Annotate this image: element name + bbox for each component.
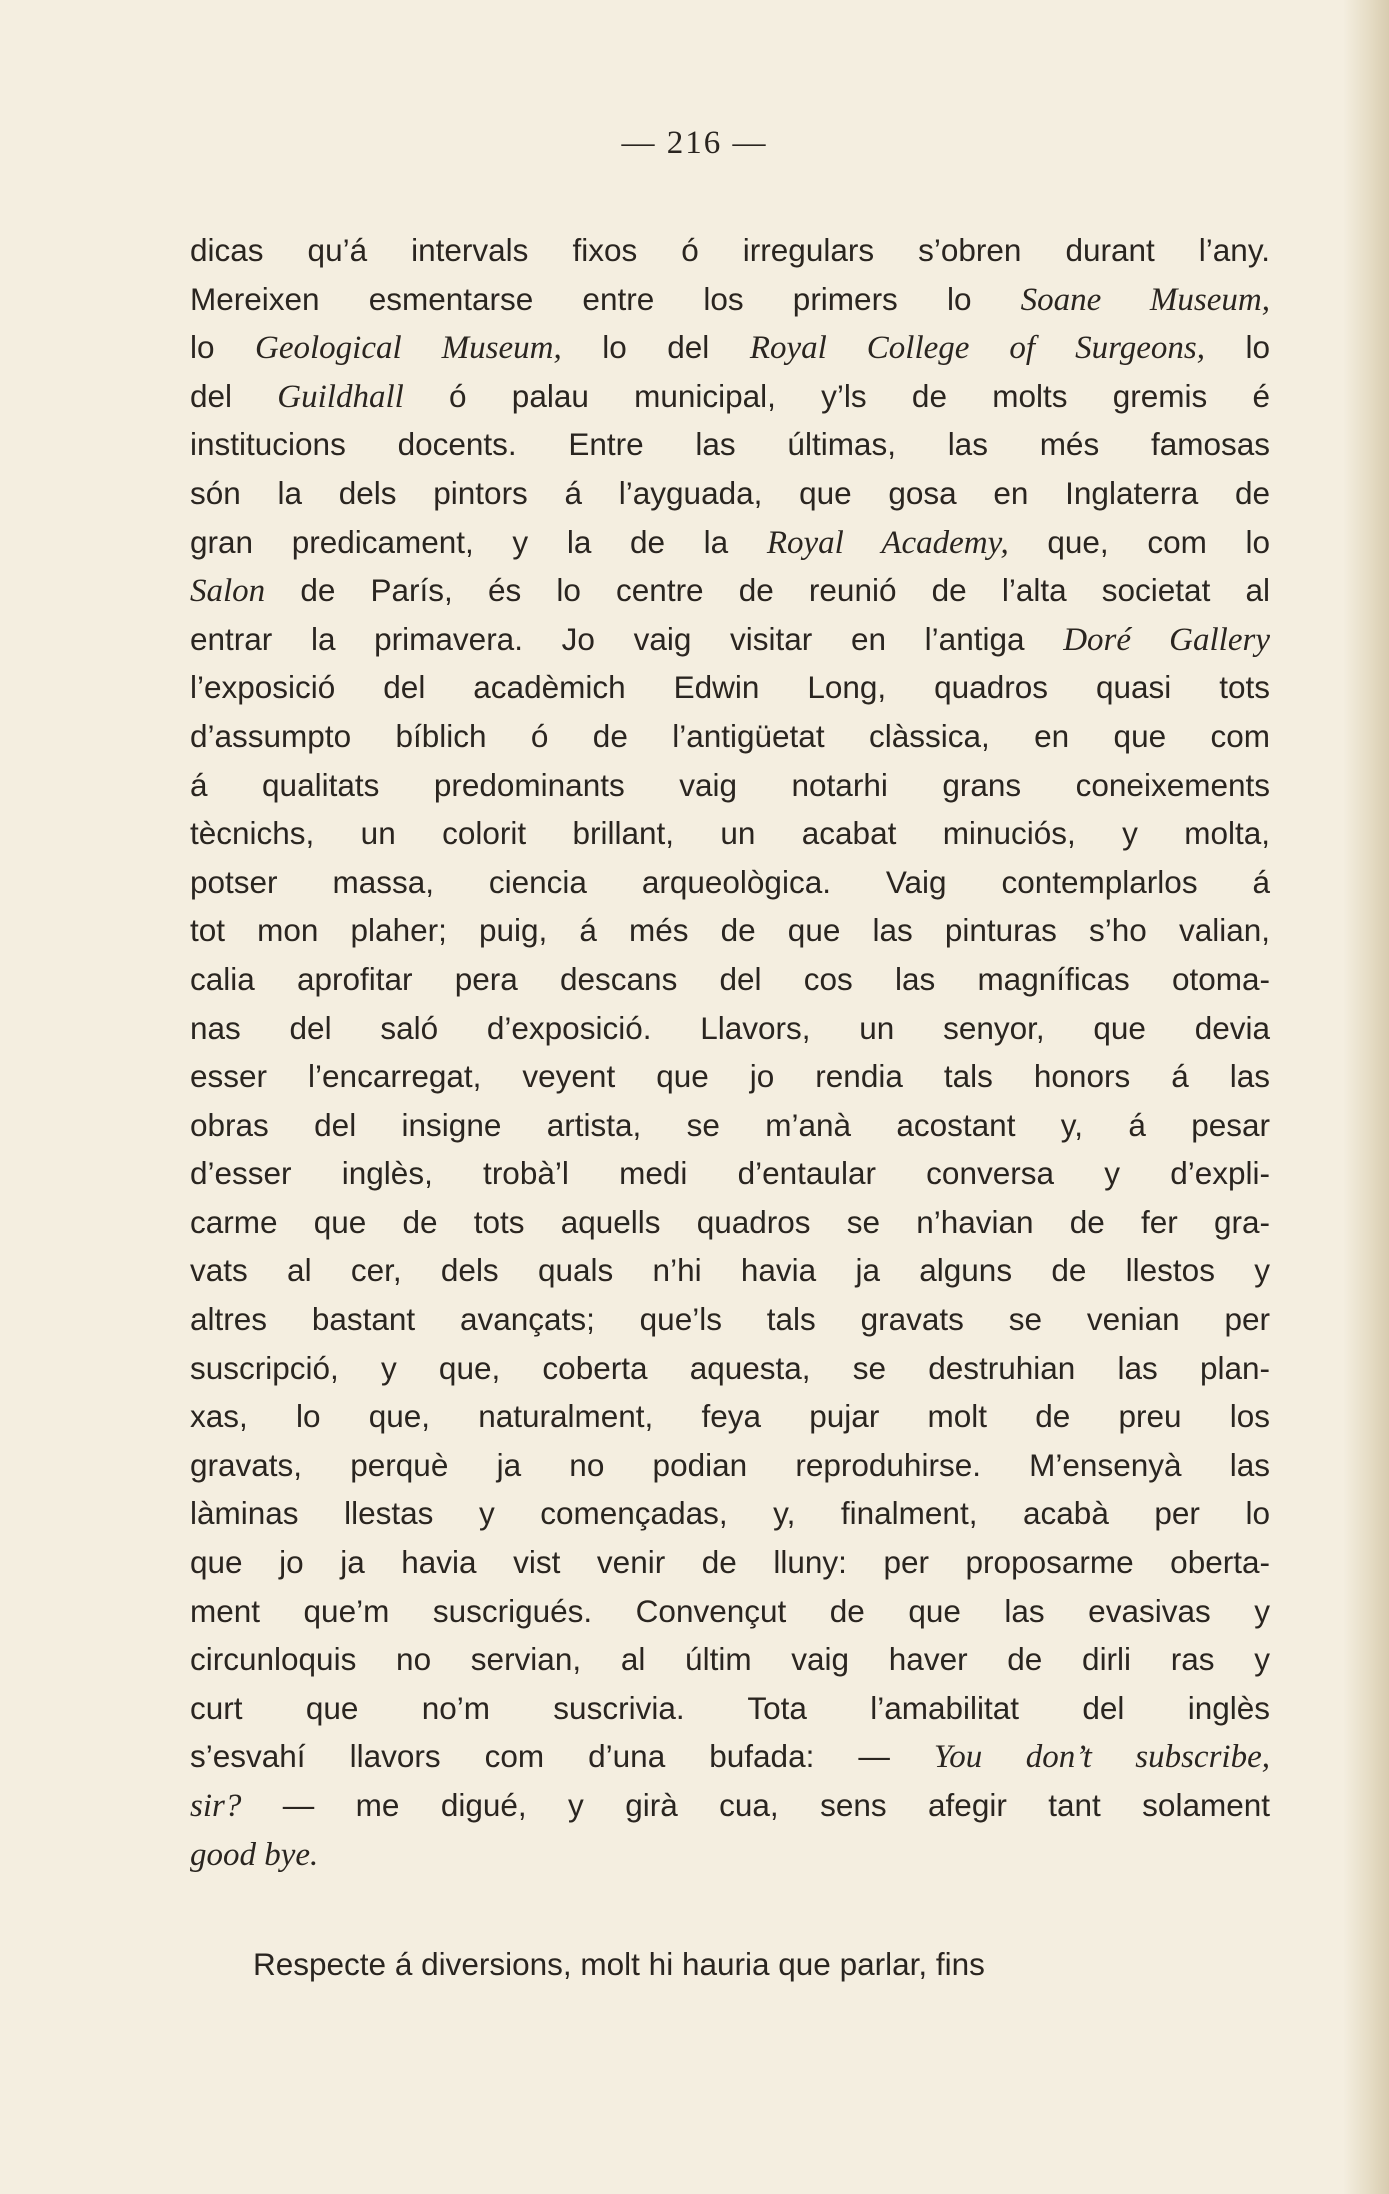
- text-line: [190, 1246, 1270, 1295]
- text-line: [190, 420, 1270, 469]
- text-segment: del: [190, 377, 278, 414]
- text-line: [190, 906, 1270, 955]
- text-line: [190, 1149, 1270, 1198]
- text-line: [190, 761, 1270, 810]
- text-line: [190, 323, 1270, 372]
- text-segment: s’esvahí llavors com d’una bufada: —: [190, 1738, 934, 1775]
- text-line: [190, 663, 1270, 712]
- text-line: [190, 226, 1270, 275]
- text-segment: d’esser inglès, trobà’l medi d’entaular conversa y d’expli-: [190, 1155, 1270, 1192]
- text-line: [190, 1392, 1270, 1441]
- paragraph-2: [253, 1940, 1270, 1989]
- text-segment: gravats, perquè ja no podian reproduhirse. M’ensenyà las: [190, 1446, 1270, 1483]
- text-segment: nas del saló d’exposició. Llavors, un senyor, que devia: [190, 1009, 1270, 1046]
- text-segment: lo del: [561, 329, 750, 366]
- page-number: — 216 —: [621, 125, 768, 161]
- text-segment: entrar la primavera. Jo vaig visitar en l’antiga: [190, 620, 1064, 657]
- text-segment: obras del insigne artista, se m’anà acostant y, á pesar: [190, 1106, 1270, 1143]
- text-line: [190, 518, 1270, 567]
- text-segment: suscripció, y que, coberta aquesta, se destruhian las plan-: [190, 1349, 1270, 1386]
- text-segment: Mereixen esmentarse entre los primers lo: [190, 280, 1021, 317]
- text-segment: tècnichs, un colorit brillant, un acabat minuciós, y molta,: [190, 815, 1270, 852]
- text-line: [190, 1489, 1270, 1538]
- text-segment: á qualitats predominants vaig notarhi grans coneixements: [190, 766, 1270, 803]
- text-segment: gran predicament, y la de la: [190, 523, 767, 560]
- italic-segment: sir?: [190, 1788, 242, 1824]
- page-edge-shadow: [1343, 0, 1389, 2194]
- text-line: [190, 1538, 1270, 1587]
- text-line: [190, 275, 1270, 324]
- text-line: [190, 1587, 1270, 1636]
- text-line: [190, 858, 1270, 907]
- text-segment: altres bastant avançats; que’ls tals gravats se venian per: [190, 1301, 1270, 1338]
- text-segment: que, com lo: [1008, 523, 1270, 560]
- text-line: [190, 1635, 1270, 1684]
- text-line: [190, 1101, 1270, 1150]
- paragraph-1: [190, 226, 1270, 1878]
- italic-segment: Soane Museum,: [1020, 281, 1270, 318]
- text-line: [190, 1441, 1270, 1490]
- text-segment: — me digué, y girà cua, sens afegir tant solament: [241, 1787, 1270, 1823]
- text-line: [190, 1198, 1270, 1247]
- text-line: [190, 955, 1270, 1004]
- text-segment: làminas llestas y començadas, y, finalment, acabà per lo: [190, 1495, 1270, 1532]
- text-line: [190, 712, 1270, 761]
- text-segment: curt que no’m suscrivia. Tota l’amabilitat del inglès: [190, 1689, 1270, 1726]
- text-line: [190, 615, 1270, 664]
- italic-segment: Royal Academy,: [766, 524, 1009, 561]
- text-line: [190, 1830, 1270, 1879]
- italic-segment: Royal College of Surgeons,: [749, 330, 1205, 367]
- text-segment: ment que’m suscrigués. Convençut de que las evasivas y: [190, 1592, 1270, 1629]
- italic-segment: Geological Museum,: [255, 330, 562, 367]
- text-segment: ó palau municipal, y’ls de molts gremis é: [403, 377, 1270, 414]
- text-segment: són la dels pintors á l’ayguada, que gosa en Inglaterra de: [190, 474, 1270, 511]
- text-segment: potser massa, ciencia arqueològica. Vaig contemplarlos á: [190, 863, 1270, 900]
- text-line: [190, 1781, 1270, 1830]
- text-line: [190, 1684, 1270, 1733]
- italic-segment: You don’t subscribe,: [933, 1739, 1270, 1776]
- text-segment: Respecte á diversions, molt hi hauria que parlar, fins: [253, 1946, 985, 1982]
- text-line: [190, 372, 1270, 421]
- text-segment: que jo ja havia vist venir de lluny: per proposarme oberta-: [190, 1544, 1270, 1581]
- text-segment: lo: [190, 329, 256, 366]
- text-line: [190, 469, 1270, 518]
- italic-segment: Doré Gallery: [1063, 621, 1270, 658]
- text-line: [190, 1295, 1270, 1344]
- text-segment: calia aprofitar pera descans del cos las magníficas otoma-: [190, 960, 1270, 997]
- text-line: [190, 1344, 1270, 1393]
- text-segment: d’assumpto bíblich ó de l’antigüetat clàssica, en que com: [190, 717, 1270, 754]
- text-segment: esser l’encarregat, veyent que jo rendia tals honors á las: [190, 1058, 1270, 1095]
- text-segment: de París, és lo centre de reunió de l’alta societat al: [265, 572, 1270, 609]
- text-segment: institucions docents. Entre las últimas, las més famosas: [190, 426, 1270, 463]
- text-line: [253, 1940, 1270, 1989]
- italic-segment: Guildhall: [277, 378, 404, 415]
- text-segment: xas, lo que, naturalment, feya pujar molt de preu los: [190, 1398, 1270, 1435]
- text-line: [190, 566, 1270, 615]
- text-segment: tot mon plaher; puig, á més de que las pinturas s’ho valian,: [190, 912, 1270, 949]
- text-line: [190, 1052, 1270, 1101]
- text-line: [190, 809, 1270, 858]
- text-segment: carme que de tots aquells quadros se n’havian de fer gra-: [190, 1203, 1270, 1240]
- text-segment: lo: [1204, 329, 1270, 366]
- text-segment: vats al cer, dels quals n’hi havia ja alguns de llestos y: [190, 1252, 1270, 1289]
- italic-segment: Salon: [190, 573, 266, 610]
- text-segment: dicas qu’á intervals fixos ó irregulars s’obren durant l’any.: [190, 232, 1270, 268]
- italic-segment: good bye.: [190, 1836, 319, 1873]
- text-segment: circunloquis no servian, al últim vaig haver de dirli ras y: [190, 1641, 1270, 1678]
- text-line: [190, 1732, 1270, 1781]
- text-segment: l’exposició del acadèmich Edwin Long, quadros quasi tots: [190, 669, 1270, 706]
- text-line: [190, 1004, 1270, 1053]
